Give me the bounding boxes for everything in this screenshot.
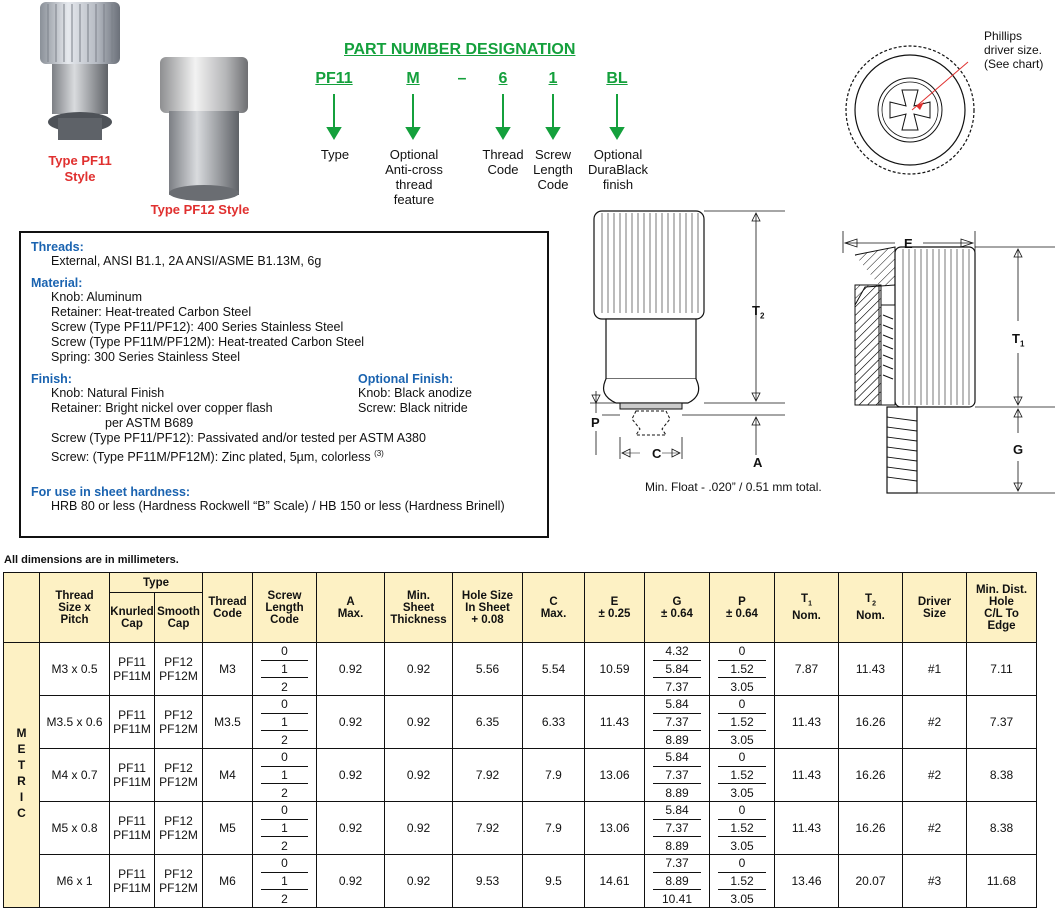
- pn-label-thread-code: Thread Code: [482, 147, 524, 177]
- cell-hole: 9.53: [453, 855, 523, 908]
- cell-driver: #2: [903, 802, 967, 855]
- cell-t2: 16.26: [839, 749, 903, 802]
- cell-t1: 11.43: [775, 802, 839, 855]
- dim-g: G: [1013, 442, 1024, 457]
- cell-g: [645, 696, 710, 749]
- cell-sheet: 0.92: [385, 749, 453, 802]
- dim-t1: $T_1$: [1012, 331, 1025, 349]
- cell-dist: 7.11: [967, 643, 1037, 696]
- length-code: 2: [281, 891, 288, 906]
- cell-e: 11.43: [585, 696, 645, 749]
- pn-label-finish: Optional DuraBlack finish: [588, 147, 648, 192]
- finish-knob: Knob: Natural Finish: [51, 386, 165, 400]
- dim-e: E: [904, 236, 913, 251]
- optional-screw: Screw: Black nitride: [358, 401, 468, 415]
- p-value: 1.52: [718, 820, 766, 838]
- cell-c: 7.9: [523, 749, 585, 802]
- pf12-photo: [155, 55, 255, 205]
- cell-thread-code: M3.5: [203, 696, 253, 749]
- material-retainer: Retainer: Heat-treated Carbon Steel: [51, 305, 252, 319]
- g-value: 5.84: [653, 802, 701, 820]
- cell-thread-code: M3: [203, 643, 253, 696]
- dimension-note: All dimensions are in millimeters.: [4, 554, 179, 566]
- cell-size: M3 x 0.5: [40, 643, 110, 696]
- g-value: 7.37: [653, 855, 701, 873]
- p-value: 3.05: [730, 785, 754, 800]
- cell-c: 9.5: [523, 855, 585, 908]
- length-code: 0: [261, 749, 308, 767]
- th-hole-size: Hole Size In Sheet + 0.08: [453, 573, 523, 643]
- cell-a: 0.92: [317, 643, 385, 696]
- spec-box: [19, 231, 549, 538]
- cell-hole: 7.92: [453, 749, 523, 802]
- p-value: 1.52: [718, 873, 766, 891]
- p-value: 1.52: [718, 714, 766, 732]
- cell-size: M5 x 0.8: [40, 802, 110, 855]
- cell-sheet: 0.92: [385, 696, 453, 749]
- cell-length-codes: [253, 643, 317, 696]
- th-type: Type: [110, 573, 203, 593]
- length-code: 2: [281, 785, 288, 800]
- p-value: 0: [718, 855, 766, 873]
- length-code: 1: [261, 714, 308, 732]
- cell-size: M3.5 x 0.6: [40, 696, 110, 749]
- cell-t1: 11.43: [775, 696, 839, 749]
- cell-dist: 8.38: [967, 802, 1037, 855]
- cell-knurled: PF11 PF11M: [110, 643, 155, 696]
- length-code: 1: [261, 873, 308, 891]
- th-a: A Max.: [317, 573, 385, 643]
- th-min-dist: Min. Dist. Hole C/L To Edge: [967, 573, 1037, 643]
- th-g: G ± 0.64: [645, 573, 710, 643]
- material-heading: Material:: [31, 276, 83, 290]
- cell-g: [645, 855, 710, 908]
- threads-heading: Threads:: [31, 240, 84, 254]
- cell-size: M6 x 1: [40, 855, 110, 908]
- p-value: 1.52: [718, 767, 766, 785]
- pn-part-thread: 6: [498, 70, 508, 87]
- cell-t1: 7.87: [775, 643, 839, 696]
- finish-screw-ss: Screw (Type PF11/PF12): Passivated and/or tested per ASTM A380: [51, 431, 426, 445]
- cell-knurled: PF11 PF11M: [110, 855, 155, 908]
- threads-text: External, ANSI B1.1, 2A ANSI/ASME B1.13M, 6g: [51, 254, 322, 268]
- cell-p: [710, 696, 775, 749]
- cell-dist: 11.68: [967, 855, 1037, 908]
- p-value: 3.05: [730, 891, 754, 906]
- cell-sheet: 0.92: [385, 855, 453, 908]
- material-screw-cs: Screw (Type PF11M/PF12M): Heat-treated Carbon Steel: [51, 335, 365, 349]
- pn-label-anticross: Optional Anti-cross thread feature: [385, 147, 443, 207]
- cell-length-codes: [253, 749, 317, 802]
- length-code: 2: [281, 732, 288, 747]
- p-value: 0: [718, 749, 766, 767]
- p-value: 1.52: [718, 661, 766, 679]
- table-row: [4, 802, 1037, 855]
- cell-thread-code: M4: [203, 749, 253, 802]
- table-corner: [4, 573, 40, 643]
- phillips-note: Phillips driver size. (See chart): [984, 29, 1044, 71]
- cell-a: 0.92: [317, 802, 385, 855]
- g-value: 8.89: [665, 732, 689, 747]
- finish-retainer-astm: per ASTM B689: [105, 416, 194, 430]
- cell-dist: 7.37: [967, 696, 1037, 749]
- pf11-label: Type PF11 Style: [48, 153, 112, 184]
- th-thread-code: Thread Code: [203, 573, 253, 643]
- g-value: 4.32: [653, 643, 701, 661]
- hardness-text: HRB 80 or less (Hardness Rockwell “B” Scale) / HB 150 or less (Hardness Brinell): [51, 499, 505, 513]
- pn-part-finish: BL: [606, 70, 628, 87]
- float-note: Min. Float - .020” / 0.51 mm total.: [645, 480, 822, 494]
- length-code: 0: [261, 643, 308, 661]
- cell-sheet: 0.92: [385, 802, 453, 855]
- pn-dash: –: [457, 70, 467, 87]
- pn-label-type: Type: [320, 147, 350, 162]
- cell-knurled: PF11 PF11M: [110, 749, 155, 802]
- cell-a: 0.92: [317, 696, 385, 749]
- table-row: [4, 749, 1037, 802]
- g-value: 5.84: [653, 749, 701, 767]
- cell-c: 7.9: [523, 802, 585, 855]
- pn-arrows: [300, 90, 660, 145]
- cell-t2: 20.07: [839, 855, 903, 908]
- cross-section-drawing: [835, 225, 1055, 500]
- g-value: 5.84: [653, 696, 701, 714]
- cell-p: [710, 802, 775, 855]
- g-value: 8.89: [665, 785, 689, 800]
- th-e: E ± 0.25: [585, 573, 645, 643]
- p-value: 0: [718, 802, 766, 820]
- cell-size: M4 x 0.7: [40, 749, 110, 802]
- metric-side-label: METRIC: [4, 643, 40, 908]
- cell-hole: 5.56: [453, 643, 523, 696]
- length-code: 1: [261, 820, 308, 838]
- table-row: [4, 643, 1037, 696]
- p-value: 3.05: [730, 732, 754, 747]
- cell-smooth: PF12 PF12M: [155, 749, 203, 802]
- length-code: 1: [261, 661, 308, 679]
- cell-t1: 11.43: [775, 749, 839, 802]
- p-value: 3.05: [730, 679, 754, 694]
- part-number-title: PART NUMBER DESIGNATION: [344, 41, 576, 58]
- length-code: 2: [281, 838, 288, 853]
- finish-screw-cs: Screw: (Type PF11M/PF12M): Zinc plated, 5µm, colorless $^{(3)}$: [51, 449, 384, 465]
- th-screw-length: Screw Length Code: [253, 573, 317, 643]
- p-value: 0: [718, 643, 766, 661]
- th-knurled: Knurled Cap: [110, 593, 155, 643]
- cell-driver: #2: [903, 696, 967, 749]
- pn-part-length: 1: [548, 70, 558, 87]
- cell-a: 0.92: [317, 749, 385, 802]
- optional-finish-heading: Optional Finish:: [358, 372, 454, 386]
- g-value: 7.37: [665, 679, 689, 694]
- p-value: 0: [718, 696, 766, 714]
- cell-e: 10.59: [585, 643, 645, 696]
- optional-knob: Knob: Black anodize: [358, 386, 472, 400]
- th-t2: $T_2$ Nom.: [839, 573, 903, 643]
- g-value: 5.84: [653, 661, 701, 679]
- finish-heading: Finish:: [31, 372, 72, 386]
- cell-hole: 6.35: [453, 696, 523, 749]
- metric-table: [3, 572, 1037, 908]
- th-min-sheet: Min. Sheet Thickness: [385, 573, 453, 643]
- cell-knurled: PF11 PF11M: [110, 696, 155, 749]
- g-value: 7.37: [653, 714, 701, 732]
- length-code: 0: [261, 802, 308, 820]
- length-code: 0: [261, 696, 308, 714]
- cell-p: [710, 855, 775, 908]
- cell-c: 5.54: [523, 643, 585, 696]
- cell-g: [645, 802, 710, 855]
- th-p: P ± 0.64: [710, 573, 775, 643]
- material-spring: Spring: 300 Series Stainless Steel: [51, 350, 240, 364]
- cell-smooth: PF12 PF12M: [155, 696, 203, 749]
- length-code: 1: [261, 767, 308, 785]
- table-row: [4, 696, 1037, 749]
- pn-label-screw-length: Screw Length Code: [533, 147, 573, 192]
- th-thread-size: Thread Size x Pitch: [40, 573, 110, 643]
- g-value: 10.41: [661, 891, 693, 906]
- cell-smooth: PF12 PF12M: [155, 855, 203, 908]
- cell-thread-code: M5: [203, 802, 253, 855]
- cell-knurled: PF11 PF11M: [110, 802, 155, 855]
- cell-driver: #1: [903, 643, 967, 696]
- cell-e: 13.06: [585, 802, 645, 855]
- g-value: 7.37: [653, 767, 701, 785]
- pn-part-m: M: [406, 70, 420, 87]
- g-value: 8.89: [653, 873, 701, 891]
- dim-a: A: [753, 455, 763, 470]
- cell-dist: 8.38: [967, 749, 1037, 802]
- cell-p: [710, 749, 775, 802]
- cell-length-codes: [253, 696, 317, 749]
- p-value: 3.05: [730, 838, 754, 853]
- cell-sheet: 0.92: [385, 643, 453, 696]
- cell-c: 6.33: [523, 696, 585, 749]
- table-row: [4, 855, 1037, 908]
- dim-p: P: [591, 415, 600, 430]
- cell-t2: 16.26: [839, 802, 903, 855]
- dim-t2: $T_2$: [752, 303, 765, 321]
- th-c: C Max.: [523, 573, 585, 643]
- cell-a: 0.92: [317, 855, 385, 908]
- cell-g: [645, 643, 710, 696]
- g-value: 8.89: [665, 838, 689, 853]
- cell-thread-code: M6: [203, 855, 253, 908]
- length-code: 2: [281, 679, 288, 694]
- length-code: 0: [261, 855, 308, 873]
- cell-hole: 7.92: [453, 802, 523, 855]
- hardness-heading: For use in sheet hardness:: [31, 485, 191, 499]
- cell-t2: 16.26: [839, 696, 903, 749]
- th-driver: Driver Size: [903, 573, 967, 643]
- side-view-drawing: [580, 205, 790, 475]
- th-smooth: Smooth Cap: [155, 593, 203, 643]
- cell-smooth: PF12 PF12M: [155, 643, 203, 696]
- material-screw-ss: Screw (Type PF11/PF12): 400 Series Stainless Steel: [51, 320, 344, 334]
- cell-smooth: PF12 PF12M: [155, 802, 203, 855]
- cell-driver: #3: [903, 855, 967, 908]
- pn-part-type: PF11: [315, 70, 353, 87]
- cell-t1: 13.46: [775, 855, 839, 908]
- pf12-label: Type PF12 Style: [150, 202, 250, 217]
- cell-driver: #2: [903, 749, 967, 802]
- finish-retainer: Retainer: Bright nickel over copper flash: [51, 401, 273, 415]
- material-knob: Knob: Aluminum: [51, 290, 143, 304]
- cell-e: 14.61: [585, 855, 645, 908]
- cell-length-codes: [253, 855, 317, 908]
- g-value: 7.37: [653, 820, 701, 838]
- pf11-photo: [30, 0, 150, 150]
- cell-length-codes: [253, 802, 317, 855]
- knob-top-view: [840, 40, 980, 180]
- cell-t2: 11.43: [839, 643, 903, 696]
- cell-g: [645, 749, 710, 802]
- dim-c: C: [652, 446, 662, 461]
- th-t1: $T_1$ Nom.: [775, 573, 839, 643]
- cell-e: 13.06: [585, 749, 645, 802]
- cell-p: [710, 643, 775, 696]
